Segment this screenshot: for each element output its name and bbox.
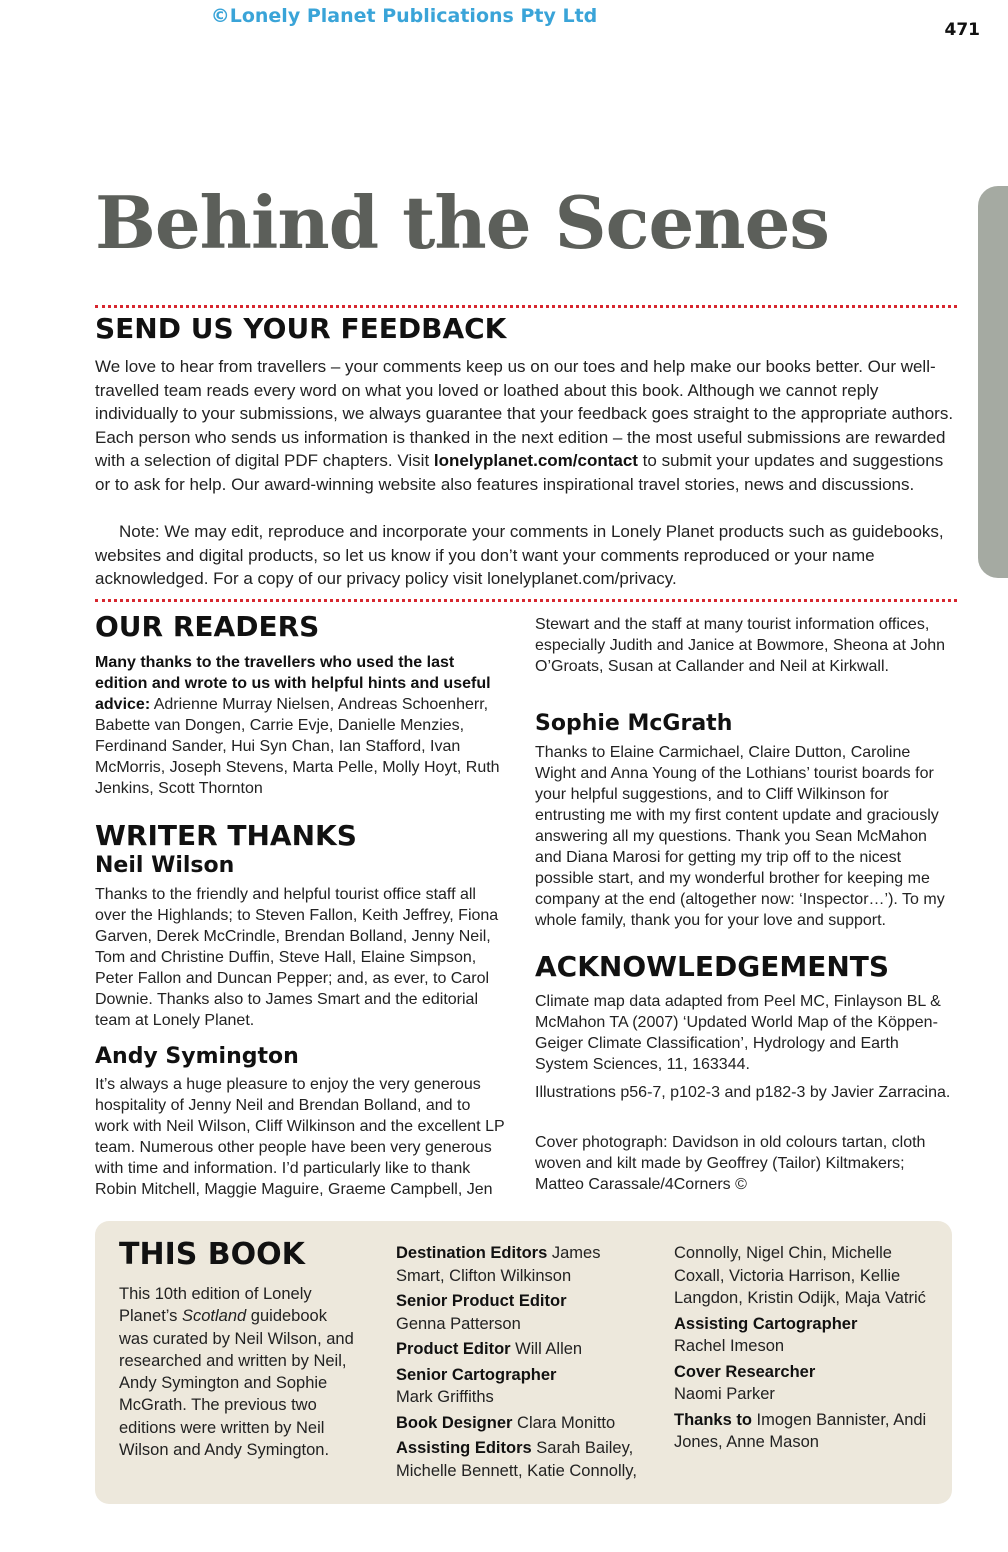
this-book-intro: This 10th edition of Lonely Planet’s Scotland guidebook was curated by Neil Wilson, and researched and written by Neil, Andy Symington and Sophie McGrath. The previous two editions were written by Neil Wilson and Andy Symington. — [119, 1285, 354, 1460]
credits-column-1 — [396, 1242, 648, 1485]
author-neil-wilson: Neil Wilson — [95, 853, 235, 878]
credit-assisting-editors: Assisting Editors Sarah Bailey, Michelle Bennett, Katie Connolly, — [396, 1439, 637, 1480]
author-andy-symington: Andy Symington — [95, 1044, 299, 1069]
readers-lead: Many thanks to the travellers who used the last edition and wrote to us with helpful hints and useful advice: — [95, 654, 491, 713]
chapter-side-tab — [978, 186, 1008, 578]
credit-assisting-editors-continued: Connolly, Nigel Chin, Michelle Coxall, Victoria Harrison, Kellie Langdon, Kristin Odijk, Maja Vatrić — [674, 1244, 926, 1307]
feedback-note: Note: We may edit, reproduce and incorporate your comments in Lonely Planet products such as guidebooks, websites and digital products, so let us know if you don’t want your comments reproduced or your name acknowledged. For a copy of our privacy policy visit lonelyplanet.com/privacy. — [95, 522, 944, 588]
neil-wilson-thanks: Thanks to the friendly and helpful tourist office staff all over the Highlands; to Steven Fallon, Keith Jeffrey, Fiona Garven, Derek McCrindle, Brendan Bolland, Jenny Neil, Tom and Christine Duffin, Steve Hall, Elaine Simpson, Peter Fallon and Duncan Pepper; and, as ever, to Carol Downie. Thanks also to James Smart and the editorial team at Lonely Planet. — [95, 886, 499, 1029]
copyright-notice: ©Lonely Planet Publications Pty Ltd — [210, 5, 598, 27]
credit-thanks-to: Thanks to Imogen Bannister, Andi Jones, Anne Mason — [674, 1410, 927, 1451]
contact-link[interactable]: lonelyplanet.com/contact — [433, 451, 638, 470]
credit-book-designer: Book Designer Clara Monitto — [396, 1413, 616, 1432]
page-title: Behind the Scenes — [95, 180, 829, 265]
sophie-mcgrath-thanks: Thanks to Elaine Carmichael, Claire Dutton, Caroline Wight and Anna Young of the Lothians’ tourist boards for your helpful suggestions, and to Cliff Wilkinson for entrusting me with my first content update and graciously answering all my questions. Thank you Sean McMahon and Diana Marosi for getting my trip off to the nicest possible start, and my wonderful brother for keeping me company at the end (altogether now: ‘Inspector…’). To my whole family, thank you for your love and support. — [535, 744, 945, 929]
illustrations-credit: Illustrations p56-7, p102-3 and p182-3 by Javier Zarracina. — [535, 1084, 951, 1101]
bottom-dotted-rule — [95, 599, 957, 602]
climate-credit: Climate map data adapted from Peel MC, Finlayson BL & McMahon TA (2007) ‘Updated World Map of the Köppen-Geiger Climate Classification’, Hydrology and Earth System Sciences, 11, 163344. — [535, 993, 941, 1073]
feedback-paragraph: We love to hear from travellers – your comments keep us on our toes and help make our books better. Our well-travelled team reads every word on what you loved or loathed about this book. Although we cannot reply individually to your submissions, we always guarantee that your feedback goes straight to the appropriate authors. Each person who sends us information is thanked in the next edition – the most useful submissions are rewarded with a selection of digital PDF chapters. Visit lonelyplanet.com/contact to submit your updates and suggestions or to ask for help. Our award-winning website also features inspirational travel stories, news and discussions. — [95, 357, 954, 494]
readers-thanks — [95, 652, 507, 799]
andy-symington-thanks-part1: It’s always a huge pleasure to enjoy the very generous hospitality of Jenny Neil and Brendan Bolland, and to work with Neil Wilson, Cliff Wilkinson and the excellent LP team. Numerous other people have been very generous with time and information. I’d particularly like to thank Robin Mitchell, Maggie Maguire, Graeme Campbell, Jen — [95, 1076, 505, 1198]
acknowledgements-heading: ACKNOWLEDGEMENTS — [535, 950, 890, 983]
readers-names: Adrienne Murray Nielsen, Andreas Schoenherr, Babette van Dongen, Carrie Evje, Danielle Menzies, Ferdinand Sander, Hui Syn Chan, Ian Stafford, Ivan McMorris, Joseph Stevens, Marta Pelle, Molly Hoyt, Ruth Jenkins, Scott Thornton — [95, 696, 500, 797]
andy-symington-thanks-part2: Stewart and the staff at many tourist information offices, especially Judith and Janice at Bowmore, Sheona at John O’Groats, Susan at Callander and Neil at Kirkwall. — [535, 616, 946, 675]
credits-column-2 — [674, 1242, 936, 1457]
this-book-box — [95, 1221, 952, 1504]
page-number: 471 — [944, 20, 980, 40]
top-dotted-rule — [95, 305, 957, 308]
cover-credit: Cover photograph: Davidson in old colours tartan, cloth woven and kilt made by Geoffrey (Tailor) Kiltmakers; Matteo Carassale/4Corners © — [535, 1134, 926, 1193]
readers-heading: OUR READERS — [95, 610, 320, 643]
writer-thanks-heading: WRITER THANKS — [95, 819, 357, 852]
credit-assisting-cartographer: Assisting Cartographer Rachel Imeson — [674, 1314, 858, 1355]
credit-cover-researcher: Cover Researcher Naomi Parker — [674, 1362, 816, 1403]
feedback-heading: SEND US YOUR FEEDBACK — [95, 312, 507, 345]
author-sophie-mcgrath: Sophie McGrath — [535, 711, 733, 736]
credit-product-editor: Product Editor Will Allen — [396, 1340, 583, 1358]
this-book-heading: THIS BOOK — [119, 1237, 305, 1272]
credit-destination-editors: Destination Editors James Smart, Clifton Wilkinson — [396, 1244, 601, 1285]
credit-senior-cartographer: Senior Cartographer Mark Griffiths — [396, 1365, 557, 1406]
credit-senior-product-editor: Senior Product Editor Genna Patterson — [396, 1292, 567, 1333]
